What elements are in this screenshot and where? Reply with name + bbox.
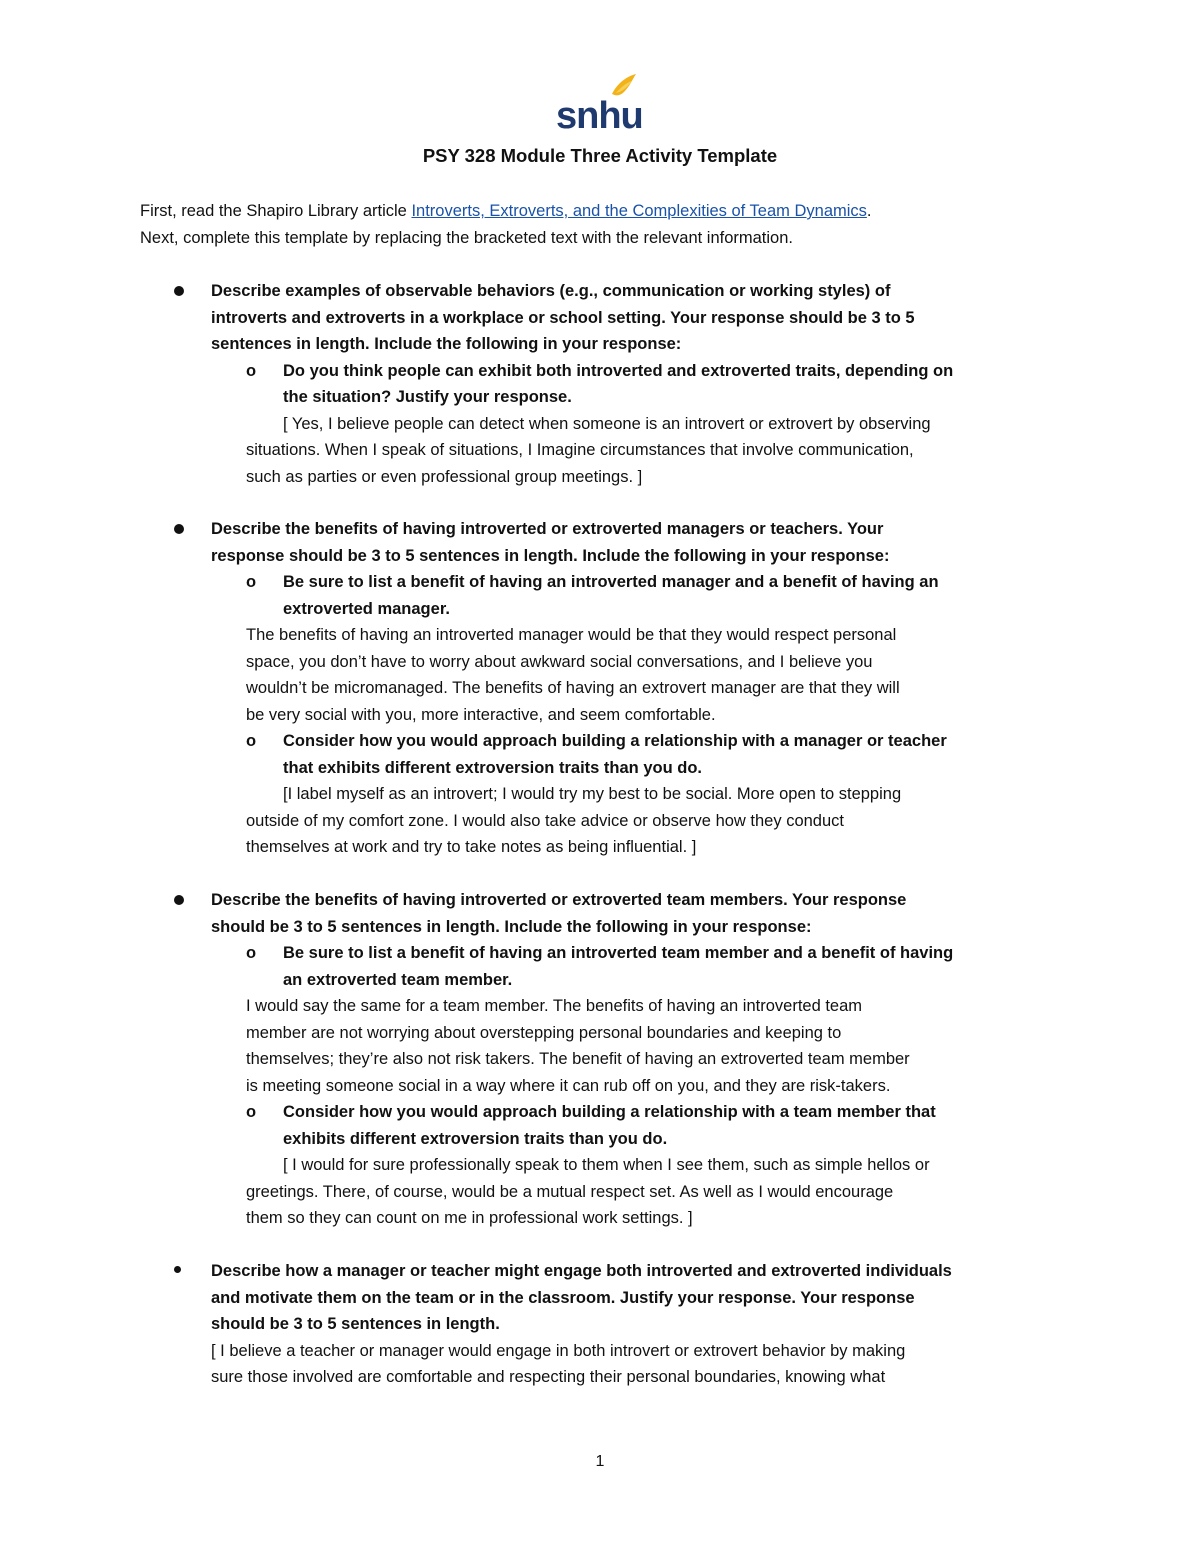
q4-prompt-line: should be 3 to 5 sentences in length. [211,1315,500,1333]
q1-sub1-answer-line: such as parties or even professional group meetings. ] [246,467,643,486]
intro-paragraph [140,198,1080,252]
snhu-logo [552,72,648,134]
q1-prompt-line: sentences in length. Include the following in your response: [211,335,682,353]
intro-suffix: . [866,202,872,220]
q3-sub1-answer-line: is meeting someone social in a way where it can rub off on you, and they are risk-takers. [246,1076,891,1095]
flame-icon [612,74,636,95]
q1-prompt-line: Describe examples of observable behaviors (e.g., communication or working styles) of [211,282,891,300]
page-number: 1 [595,1453,605,1470]
q3-sub2-prompt-line: Consider how you would approach building a relationship with a team member that [283,1103,936,1121]
q4-answer-line: [ I believe a teacher or manager would engage in both introvert or extrovert behavior by making [211,1341,906,1360]
bullet-icon [174,895,184,905]
sub-bullet-marker: o [246,732,257,750]
sub-bullet-marker: o [246,573,257,591]
q2-sub2-answer-line: themselves at work and try to take notes as being influential. ] [246,838,697,856]
q1-prompt-line: introverts and extroverts in a workplace or school setting. Your response should be 3 to 5 [211,308,915,327]
snhu-logo-graphic [552,72,648,134]
q3-sub1-prompt-line: an extroverted team member. [283,970,513,989]
q2-prompt-line: Describe the benefits of having introverted or extroverted managers or teachers. Your [211,520,884,538]
q2-prompt-line: response should be 3 to 5 sentences in length. Include the following in your response: [211,546,890,565]
q4-prompt-line: Describe how a manager or teacher might engage both introverted and extroverted individuals [211,1262,952,1280]
article-link[interactable]: Introverts, Extroverts, and the Complexities of Team Dynamics [411,202,867,220]
q3-sub1-answer-line: member are not worrying about overstepping personal boundaries and keeping to [246,1023,842,1042]
q2-sub2-prompt-line: Consider how you would approach building a relationship with a manager or teacher [283,732,947,750]
intro-prefix: First, read the Shapiro Library article [140,202,412,220]
q3-sub2-answer-line: [ I would for sure professionally speak to them when I see them, such as simple hellos or [283,1156,930,1174]
q2-sub1-prompt-line: Be sure to list a benefit of having an introverted manager and a benefit of having an [283,573,939,591]
q4-prompt-line: and motivate them on the team or in the classroom. Justify your response. Your response [211,1288,915,1307]
q2-sub1-answer-line: The benefits of having an introverted manager would be that they would respect personal [246,626,897,644]
logo-text: snhu [556,95,643,134]
q3-sub2-answer-line: them so they can count on me in professional work settings. ] [246,1209,693,1227]
q4-answer-line: sure those involved are comfortable and respecting their personal boundaries, knowing what [211,1368,886,1386]
q3-sub1-prompt-line: Be sure to list a benefit of having an introverted team member and a benefit of having [283,944,954,962]
q1-sub1-prompt-line: the situation? Justify your response. [283,388,572,406]
bullet-icon [174,524,184,534]
q3-sub1-answer-line: themselves; they’re also not risk takers. The benefit of having an extroverted team member [246,1050,910,1068]
intro-line-2: Next, complete this template by replacing the bracketed text with the relevant information. [140,229,793,247]
q2-sub2-answer-line: outside of my comfort zone. I would also take advice or observe how they conduct [246,811,844,830]
bullet-icon [174,286,184,296]
document-title: PSY 328 Module Three Activity Template [422,145,778,166]
sub-bullet-marker: o [246,361,257,380]
q2-sub1-answer-line: space, you don’t have to worry about awkward social conversations, and I believe you [246,652,873,671]
q2-sub2-answer-line: [I label myself as an introvert; I would try my best to be social. More open to stepping [283,785,902,803]
intro-line-1 [140,198,1080,225]
q1-sub1-answer-line: situations. When I speak of situations, I Imagine circumstances that involve communication, [246,441,914,459]
q3-sub1-answer-line: I would say the same for a team member. The benefits of having an introverted team [246,997,863,1015]
sub-bullet-marker: o [246,944,257,962]
q2-sub1-answer-line: wouldn’t be micromanaged. The benefits of having an extrovert manager are that they will [246,679,900,697]
q3-sub2-answer-line: greetings. There, of course, would be a mutual respect set. As well as I would encourage [246,1182,894,1201]
q2-sub1-prompt-line: extroverted manager. [283,599,450,618]
q1-sub1-answer-line: [ Yes, I believe people can detect when someone is an introvert or extrovert by observing [283,414,931,433]
q2-sub1-answer-line: be very social with you, more interactive, and seem comfortable. [246,705,716,724]
q1-sub1-prompt-line: Do you think people can exhibit both introverted and extroverted traits, depending on [283,361,954,380]
sub-bullet-marker: o [246,1103,257,1121]
q3-prompt-line: should be 3 to 5 sentences in length. Include the following in your response: [211,917,812,936]
q3-prompt-line: Describe the benefits of having introverted or extroverted team members. Your response [211,891,907,909]
q2-sub2-prompt-line: that exhibits different extroversion traits than you do. [283,758,702,777]
q3-sub2-prompt-line: exhibits different extroversion traits than you do. [283,1129,668,1148]
bullet-icon [174,1266,181,1273]
